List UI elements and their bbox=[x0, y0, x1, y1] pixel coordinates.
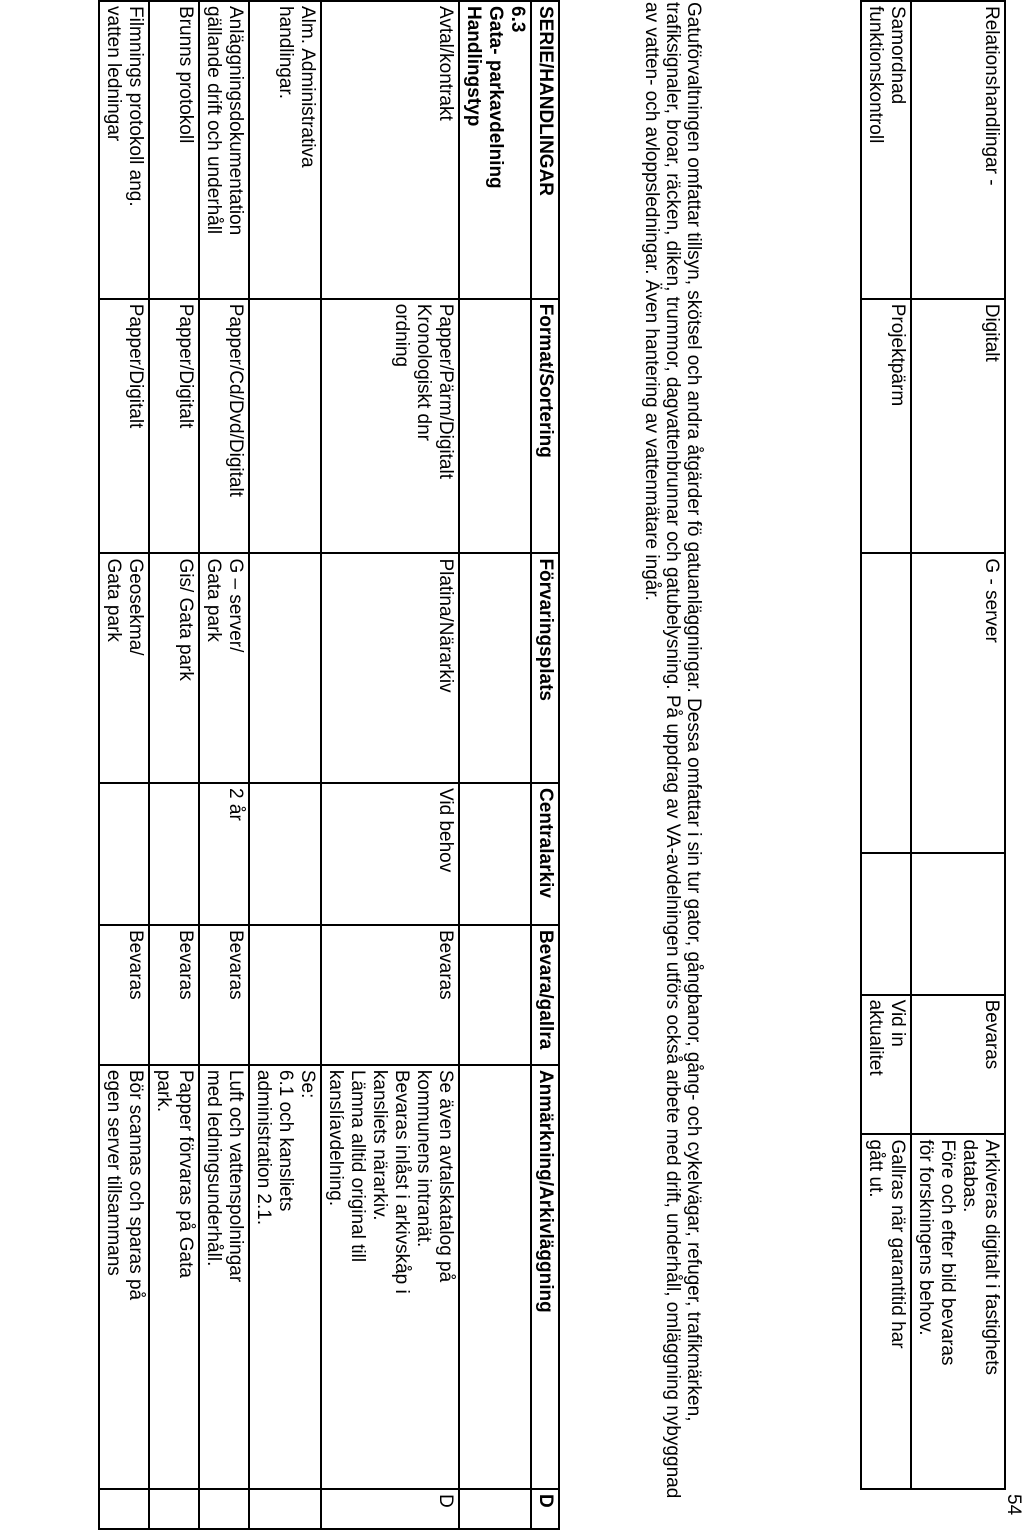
table-cell: Bevaras bbox=[321, 925, 459, 1065]
table-row bbox=[99, 1, 149, 1529]
table-cell: G – server/ Gata park bbox=[199, 553, 249, 783]
table-cell: D bbox=[321, 1489, 459, 1529]
table-row bbox=[911, 1, 1005, 1489]
col-header-forvaringsplats: Förvaringsplats bbox=[531, 553, 559, 783]
table-cell: Luft och vattenspolningar med ledningsunderhåll. bbox=[199, 1065, 249, 1489]
table-cell: Bevaras bbox=[199, 925, 249, 1065]
table-cell: G - server bbox=[911, 553, 1005, 852]
table-cell bbox=[149, 1489, 199, 1529]
table-cell: Papper förvaras på Gata park. bbox=[149, 1065, 199, 1489]
table-cell: Brunns protokoll bbox=[149, 1, 199, 299]
table-cell: Papper/Digitalt bbox=[99, 299, 149, 554]
table-cell: Papper/Pärm/Digitalt Kronologiskt dnr ordning bbox=[321, 299, 459, 554]
table-cell bbox=[249, 925, 321, 1065]
table-cell: Se: 6.1 och kansliets administration 2.1. bbox=[249, 1065, 321, 1489]
table-cell bbox=[99, 783, 149, 925]
intro-paragraph: Gatuförvaltningen omfattar tillsyn, skötsel och andra åtgärder fö gatuanläggningar. Dessa omfattar i sin tur gator, gångbanor, gång- och cykelvägar, refuger, trafikmärken, trafiksignaler, broar, räcken, diken, trummor, dagvattenbrunnar och gatubelysning. På uppdrag av VA-avdelningen utförs också arbete med drift, underhåll, omläggning nybyggnad av vatten- och avloppsledningar. Även hantering av vattenmätare ingår. bbox=[641, 2, 704, 1499]
table-cell: Gis/ Gata park bbox=[149, 553, 199, 783]
table-cell: Platina/Närarkiv bbox=[321, 553, 459, 783]
empty-cell bbox=[459, 1065, 531, 1489]
table-cell bbox=[149, 783, 199, 925]
table-cell: Projektpärm bbox=[861, 299, 911, 554]
page-number: 54 bbox=[1003, 1494, 1024, 1516]
table-row bbox=[249, 1, 321, 1529]
table-cell bbox=[249, 553, 321, 783]
table-cell: Arkiveras digitalt i fastighets databas. Före och efter bild bevaras för forskningens behov. bbox=[911, 1134, 1005, 1489]
table-cell bbox=[911, 853, 1005, 995]
table-row bbox=[149, 1, 199, 1529]
table-cell: Vid in aktualitet bbox=[861, 995, 911, 1135]
table-cell: Bevaras bbox=[99, 925, 149, 1065]
col-header-anmarkning: Anmärkning/Arkivläggning bbox=[531, 1065, 559, 1489]
empty-cell bbox=[459, 925, 531, 1065]
col-header-centralarkiv: Centralarkiv bbox=[531, 783, 559, 925]
table-cell: Bör scannas och sparas på egen server tillsammans bbox=[99, 1065, 149, 1489]
table-cell: Se även avtalskatalog på kommunens intranät. Bevaras inlåst i arkivskåp i kansliets närarkiv. Lämna alltid original till kanslíavdelning. bbox=[321, 1065, 459, 1489]
table-cell: Alm. Administrativa handlingar. bbox=[249, 1, 321, 299]
table-cell: Avtal/kontrakt bbox=[321, 1, 459, 299]
table-cell: Geosekma/ Gata park bbox=[99, 553, 149, 783]
table-cell: Bevaras bbox=[911, 995, 1005, 1135]
col-header-serie: SERIE/HANDLINGAR bbox=[531, 1, 559, 299]
table-cell bbox=[249, 299, 321, 554]
table-cell bbox=[861, 853, 911, 995]
table-cell: Gallras när garantitid har gått ut. bbox=[861, 1134, 911, 1489]
table-cell: Anläggningsdokumentation gällande drift och underhåll bbox=[199, 1, 249, 299]
table-cell bbox=[861, 553, 911, 852]
table-cell: Papper/Digitalt bbox=[149, 299, 199, 554]
table-cell bbox=[249, 1489, 321, 1529]
empty-cell bbox=[459, 299, 531, 554]
table-row bbox=[861, 1, 911, 1489]
table-cell: 2 år bbox=[199, 783, 249, 925]
section-row bbox=[459, 1, 531, 1529]
relations-table bbox=[860, 0, 1006, 1490]
col-header-d: D bbox=[531, 1489, 559, 1529]
header-row bbox=[531, 1, 559, 1529]
empty-cell bbox=[459, 783, 531, 925]
table-cell: Digitalt bbox=[911, 299, 1005, 554]
empty-cell bbox=[459, 553, 531, 783]
table-cell bbox=[99, 1489, 149, 1529]
table-row bbox=[321, 1, 459, 1529]
table-cell: Papper/Cd/Dvd/Digitalt bbox=[199, 299, 249, 554]
records-table bbox=[98, 0, 560, 1530]
section-title: Gata- parkavdelning bbox=[485, 6, 506, 189]
table-cell: Filmnings protokoll ang. vatten ledningar bbox=[99, 1, 149, 299]
table-row bbox=[199, 1, 249, 1529]
table-cell bbox=[199, 1489, 249, 1529]
col-header-bevara-gallra: Bevara/gallra bbox=[531, 925, 559, 1065]
section-subheader: Handlingstyp bbox=[463, 6, 484, 127]
table-cell: Relationshandlingar - bbox=[911, 1, 1005, 299]
table-cell: Vid behov bbox=[321, 783, 459, 925]
table-cell bbox=[249, 783, 321, 925]
table-cell: Bevaras bbox=[149, 925, 199, 1065]
section-cell bbox=[459, 1, 531, 299]
empty-cell bbox=[459, 1489, 531, 1529]
col-header-format: Format/Sortering bbox=[531, 299, 559, 554]
table-cell: Samordnad funktionskontroll bbox=[861, 1, 911, 299]
section-number: 6.3 bbox=[507, 6, 528, 33]
